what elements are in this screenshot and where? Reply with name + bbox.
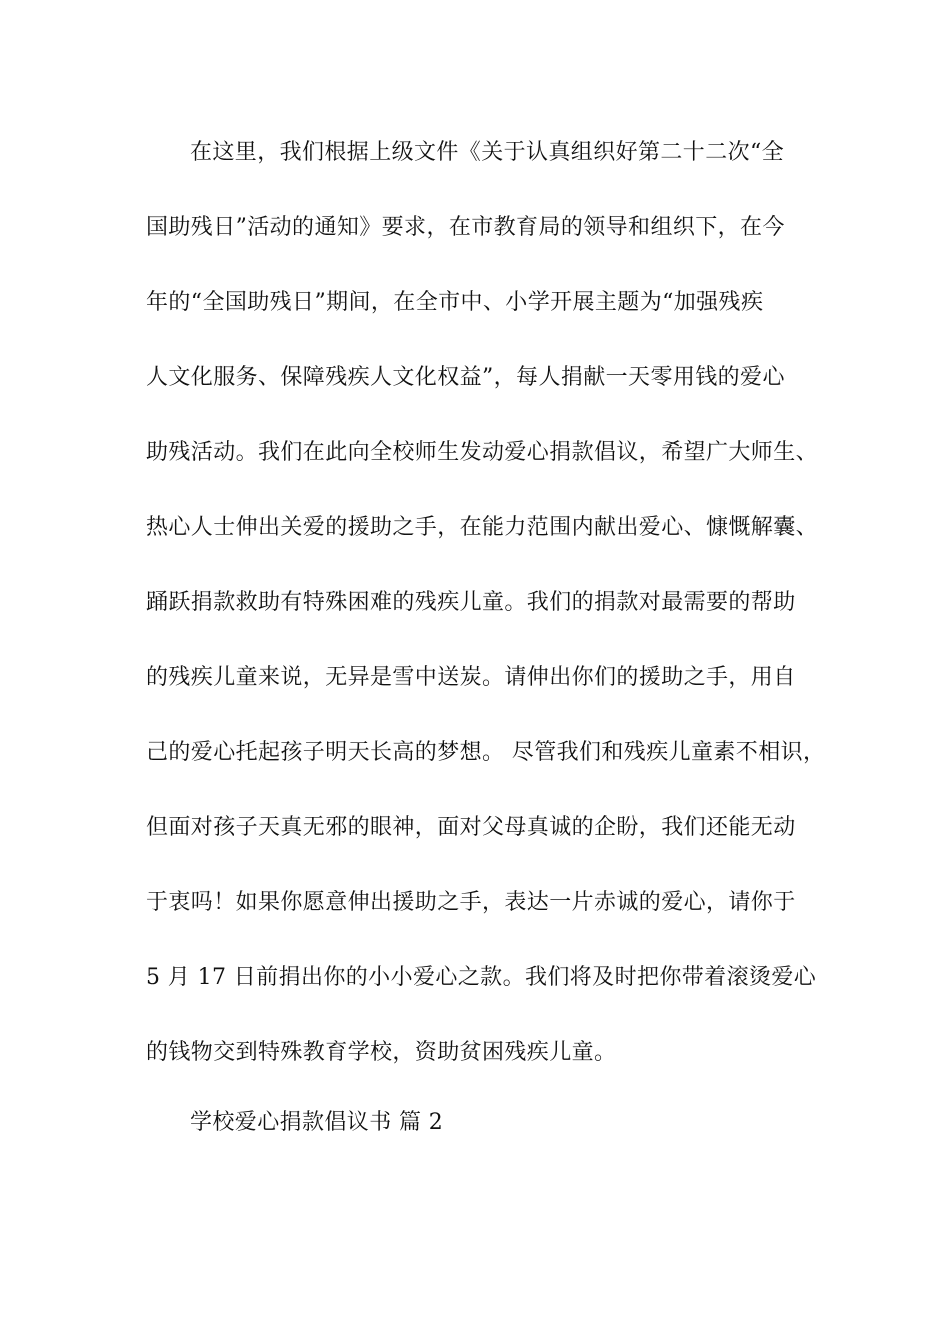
paragraph-line-4: 人文化服务、保障残疾人文化权益”，每人捐献一天零用钱的爱心 (146, 365, 785, 390)
paragraph-line-13: 的钱物交到特殊教育学校，资助贫困残疾儿童。 (146, 1040, 617, 1065)
paragraph-line-1: 在这里，我们根据上级文件《关于认真组织好第二十二次“全 (190, 140, 785, 165)
paragraph-line-5: 助残活动。我们在此向全校师生发动爱心捐款倡议，希望广大师生、 (146, 440, 819, 465)
paragraph-line-8: 的残疾儿童来说，无异是雪中送炭。请伸出你们的援助之手，用自 (146, 665, 796, 690)
section-heading: 学校爱心捐款倡议书 篇 2 (190, 1110, 444, 1135)
paragraph-line-7: 踊跃捐款救助有特殊困难的残疾儿童。我们的捐款对最需要的帮助 (146, 590, 796, 615)
paragraph-line-2: 国助残日”活动的通知》要求，在市教育局的领导和组织下，在今 (146, 215, 785, 240)
paragraph-line-9: 己的爱心托起孩子明天长高的梦想。 尽管我们和残疾儿童素不相识， (146, 740, 826, 765)
paragraph-line-11: 于衷吗！如果你愿意伸出援助之手，表达一片赤诚的爱心，请你于 (146, 890, 796, 915)
paragraph-line-6: 热心人士伸出关爱的援助之手，在能力范围内献出爱心、慷慨解囊、 (146, 515, 819, 540)
paragraph-line-3: 年的“全国助残日”期间，在全市中、小学开展主题为“加强残疾 (146, 290, 764, 315)
paragraph-line-12: 5 月 17 日前捐出你的小小爱心之款。我们将及时把你带着滚烫爱心 (146, 965, 817, 990)
paragraph-line-10: 但面对孩子天真无邪的眼神，面对父母真诚的企盼，我们还能无动 (146, 815, 796, 840)
